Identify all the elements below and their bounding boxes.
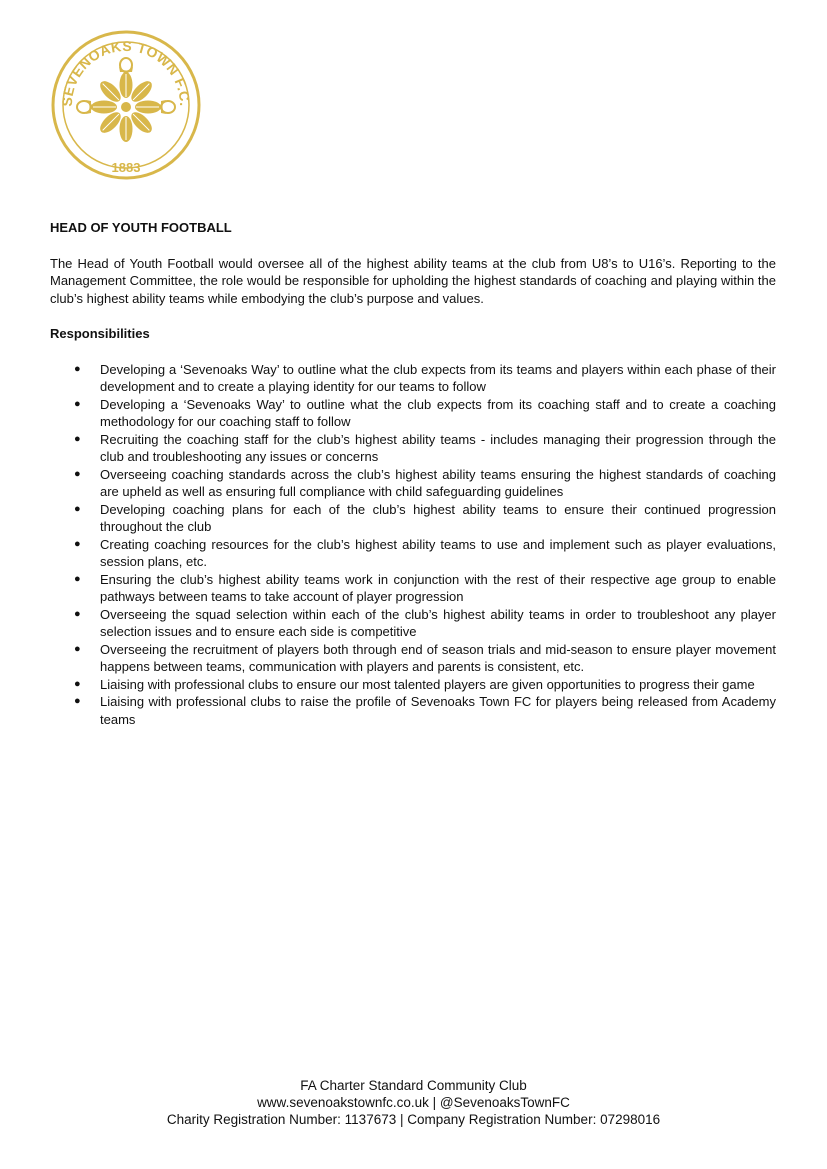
- oak-leaf-petal: [135, 101, 161, 114]
- list-item: ● Liaising with professional clubs to ensure our most talented players are given opportunities to progress their game: [74, 676, 755, 692]
- list-item: ● Developing coaching plans for each of the club’s highest ability teams to ensure their continued progression throughout the club: [74, 501, 776, 534]
- oak-leaf-petal: [120, 116, 133, 142]
- bullet-icon: ●: [74, 642, 81, 655]
- bullet-icon: ●: [74, 677, 81, 690]
- list-item: ● Developing a ‘Sevenoaks Way’ to outline what the club expects from its coaching staff and to create a coaching methodology for our coaching staff to follow: [74, 396, 776, 429]
- bullet-icon: ●: [74, 572, 81, 585]
- oak-leaf-flower-icon: [77, 58, 175, 142]
- club-crest-logo: [50, 29, 202, 181]
- bullet-icon: ●: [74, 432, 81, 445]
- oak-leaf-petal: [91, 101, 117, 114]
- responsibilities-heading: Responsibilities: [50, 326, 150, 341]
- bullet-icon: ●: [74, 362, 81, 375]
- list-item: ● Ensuring the club’s highest ability teams work in conjunction with the rest of their respective age group to enable pathways between teams to take account of player progression: [74, 571, 776, 604]
- list-item: ● Creating coaching resources for the club’s highest ability teams to use and implement such as player evaluations, session plans, etc.: [74, 536, 776, 569]
- list-item: ● Overseeing the squad selection within each of the club’s highest ability teams in order to troubleshoot any player selection issues and to ensure each side is competitive: [74, 606, 776, 639]
- list-item: ● Overseeing coaching standards across the club’s highest ability teams ensuring the highest standards of coaching are upheld as well as ensuring full compliance with child safeguarding guidelines: [74, 466, 776, 499]
- bullet-icon: ●: [74, 607, 81, 620]
- list-item: ● Developing a ‘Sevenoaks Way’ to outline what the club expects from its teams and players within each phase of their development and to create a playing identity for our teams to follow: [74, 361, 776, 394]
- footer-charter-line: FA Charter Standard Community Club: [300, 1078, 527, 1093]
- acorn: [77, 100, 91, 114]
- intro-paragraph: The Head of Youth Football would oversee all of the highest ability teams at the club from U8’s to U16’s. Reporting to the Management Committee, the role would be responsible for upholding the highest standards of coaching and playing within the club’s highest ability teams while embodying the club’s purpose and values.: [50, 255, 776, 306]
- page-footer: [0, 1077, 827, 1128]
- page-title: HEAD OF YOUTH FOOTBALL: [50, 220, 232, 235]
- bullet-icon: ●: [74, 467, 81, 480]
- crest-year: 1883: [111, 160, 141, 175]
- list-item: ● Liaising with professional clubs to raise the profile of Sevenoaks Town FC for players being released from Academy teams: [74, 694, 776, 727]
- footer-contact-line: www.sevenoakstownfc.co.uk | @SevenoaksTownFC: [257, 1095, 570, 1110]
- club-crest-emblem: [50, 29, 202, 181]
- list-item: ● Recruiting the coaching staff for the club’s highest ability teams - includes managing their progression through the club and troubleshooting any issues or concerns: [74, 431, 776, 464]
- bullet-icon: ●: [74, 397, 81, 410]
- crest-text: SEVENOAKS TOWN F.C.: [58, 37, 194, 107]
- bullet-icon: ●: [74, 537, 81, 550]
- footer-registration-line: Charity Registration Number: 1137673 | Company Registration Number: 07298016: [166, 1112, 661, 1127]
- bullet-icon: ●: [74, 695, 81, 707]
- responsibilities-list: [50, 361, 776, 729]
- document-body: [50, 219, 776, 728]
- acorn: [161, 100, 175, 114]
- acorn: [119, 58, 133, 72]
- bullet-icon: ●: [74, 502, 81, 515]
- flower-center: [121, 102, 131, 112]
- list-item: ● Overseeing the recruitment of players both through end of season trials and mid-season to ensure player movement happens between teams, communication with players and parents is consistent, etc.: [74, 641, 776, 674]
- oak-leaf-petal: [120, 72, 133, 98]
